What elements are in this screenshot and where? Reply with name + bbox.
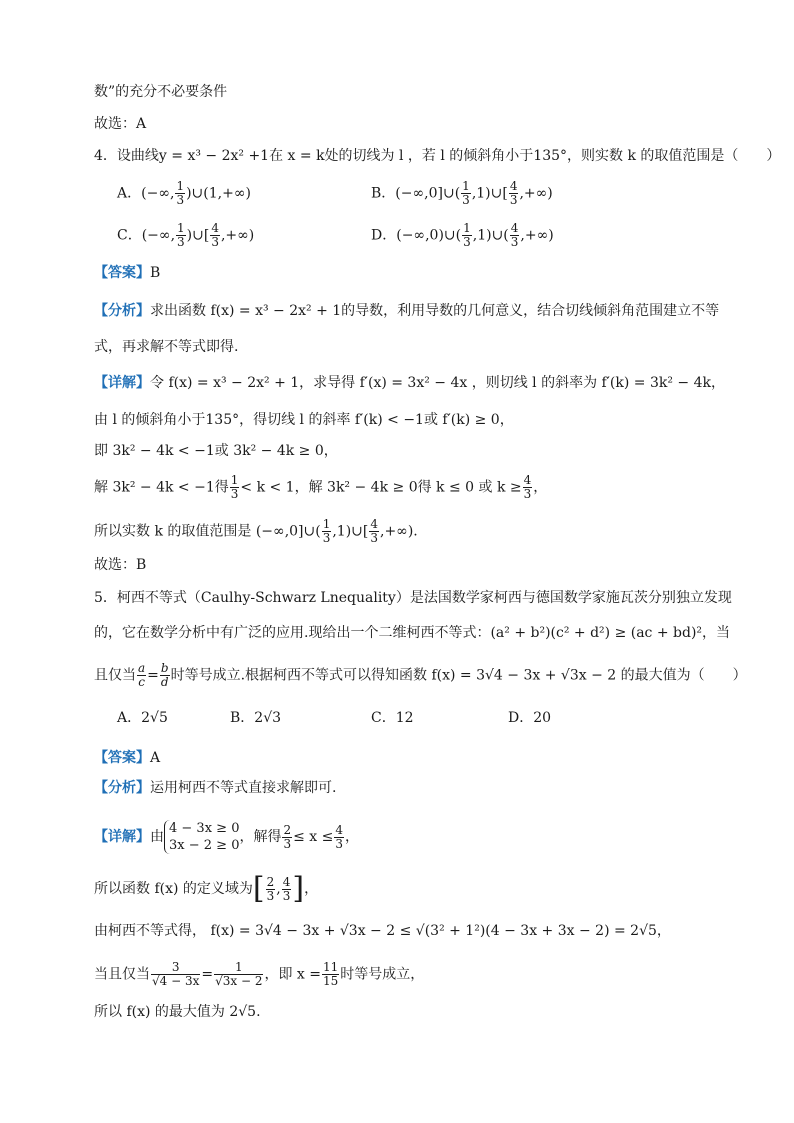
- text-line: 由柯西不等式得， f(x) = 3√4 − 3x + √3x − 2 ≤ √(3² + 1²)(4 − 3x + 3x − 2) = 2√5，: [94, 923, 671, 939]
- text-line: 即 3k² − 4k < −1或 3k² − 4k ≥ 0，: [94, 443, 338, 459]
- text-line: 且仅当 $\frac{a}{c}$ = $\frac{b}{d}$ 时等号成立.根据柯西不等式可以得知函数 f(x) = 3√4 − 3x + √3x − 2 的最大值为（ ）: [94, 661, 747, 689]
- q4-choose: 故选：B: [94, 557, 147, 573]
- q4-option-d: D．(−∞,0)∪( $\frac{1}{3}$ ,1)∪( $\frac{4}{3}$ ,+∞): [371, 221, 554, 249]
- q5-option-d: D．20: [508, 710, 552, 726]
- q5-option-a: A．2√5: [117, 710, 168, 726]
- q5-detail: 【详解】由 4 − 3x ≥ 0 3x − 2 ≥ 0 ，解得 $\frac{2}{3}$ ≤ x ≤ $\frac{4}{3}$ ，: [94, 821, 360, 853]
- q4-analysis: 【分析】求出函数 f(x) = x³ − 2x² + 1的导数，利用导数的几何意义，结合切线倾斜角范围建立不等: [94, 303, 720, 319]
- text-line: 式，再求解不等式即得.: [94, 339, 239, 355]
- q5-option-c: C．12: [371, 710, 414, 726]
- q4-option-a: A．(−∞, $\frac{1}{3}$ )∪(1,+∞): [117, 179, 251, 207]
- q5-option-b: B．2√3: [230, 710, 282, 726]
- text-line: 解 3k² − 4k < −1得 $\frac{1}{3}$ < k < 1，解 3k² − 4k ≥ 0得 k ≤ 0 或 k ≥ $\frac{4}{3}$ ，: [94, 473, 548, 501]
- question-4: 4．设曲线y = x³ − 2x² +1在 x = k处的切线为 l ，若 l 的倾斜角小于135°，则实数 k 的取值范围是（ ）: [94, 148, 781, 164]
- q4-option-c: C．(−∞, $\frac{1}{3}$ )∪[ $\frac{4}{3}$ ,+∞): [117, 221, 255, 249]
- text-line: 所以函数 f(x) 的定义域为[ $\frac{2}{3}$ , $\frac{4}{3}$ ]，: [94, 871, 319, 906]
- text-line: 所以实数 k 的取值范围是 (−∞,0]∪( $\frac{1}{3}$ ,1)∪[ $\frac{4}{3}$ ,+∞).: [94, 517, 418, 545]
- q4-option-b: B．(−∞,0]∪( $\frac{1}{3}$ ,1)∪[ $\frac{4}{3}$ ,+∞): [371, 179, 553, 207]
- text-line: 数”的充分不必要条件: [94, 84, 228, 100]
- text-line: 当且仅当 $\frac{3}{√4 - 3x}$ = $\frac{1}{√3x - 2}$ ，即 x = $\frac{11}{15}$ 时等号成立，: [94, 960, 425, 988]
- inequality-system: 4 − 3x ≥ 0 3x − 2 ≥ 0: [164, 820, 239, 854]
- text-line: 的，它在数学分析中有广泛的应用.现给出一个二维柯西不等式：(a² + b²)(c² + d²) ≥ (ac + bd)²，当: [94, 625, 731, 641]
- q4-detail: 【详解】令 f(x) = x³ − 2x² + 1，求导得 f′(x) = 3x² − 4x ，则切线 l 的斜率为 f′(k) = 3k² − 4k，: [94, 375, 725, 391]
- text-line: 由 l 的倾斜角小于135°，得切线 l 的斜率 f′(k) < −1或 f′(k) ≥ 0，: [94, 412, 514, 428]
- q5-analysis: 【分析】运用柯西不等式直接求解即可.: [94, 780, 337, 796]
- q4-answer: 【答案】B: [94, 265, 161, 281]
- text-line: 故选：A: [94, 116, 147, 132]
- question-5: 5．柯西不等式（Caulhy-Schwarz Lnequality）是法国数学家柯西与德国数学家施瓦茨分别独立发现: [94, 590, 732, 606]
- text-line: 所以 f(x) 的最大值为 2√5.: [94, 1004, 261, 1020]
- q5-answer: 【答案】A: [94, 750, 161, 766]
